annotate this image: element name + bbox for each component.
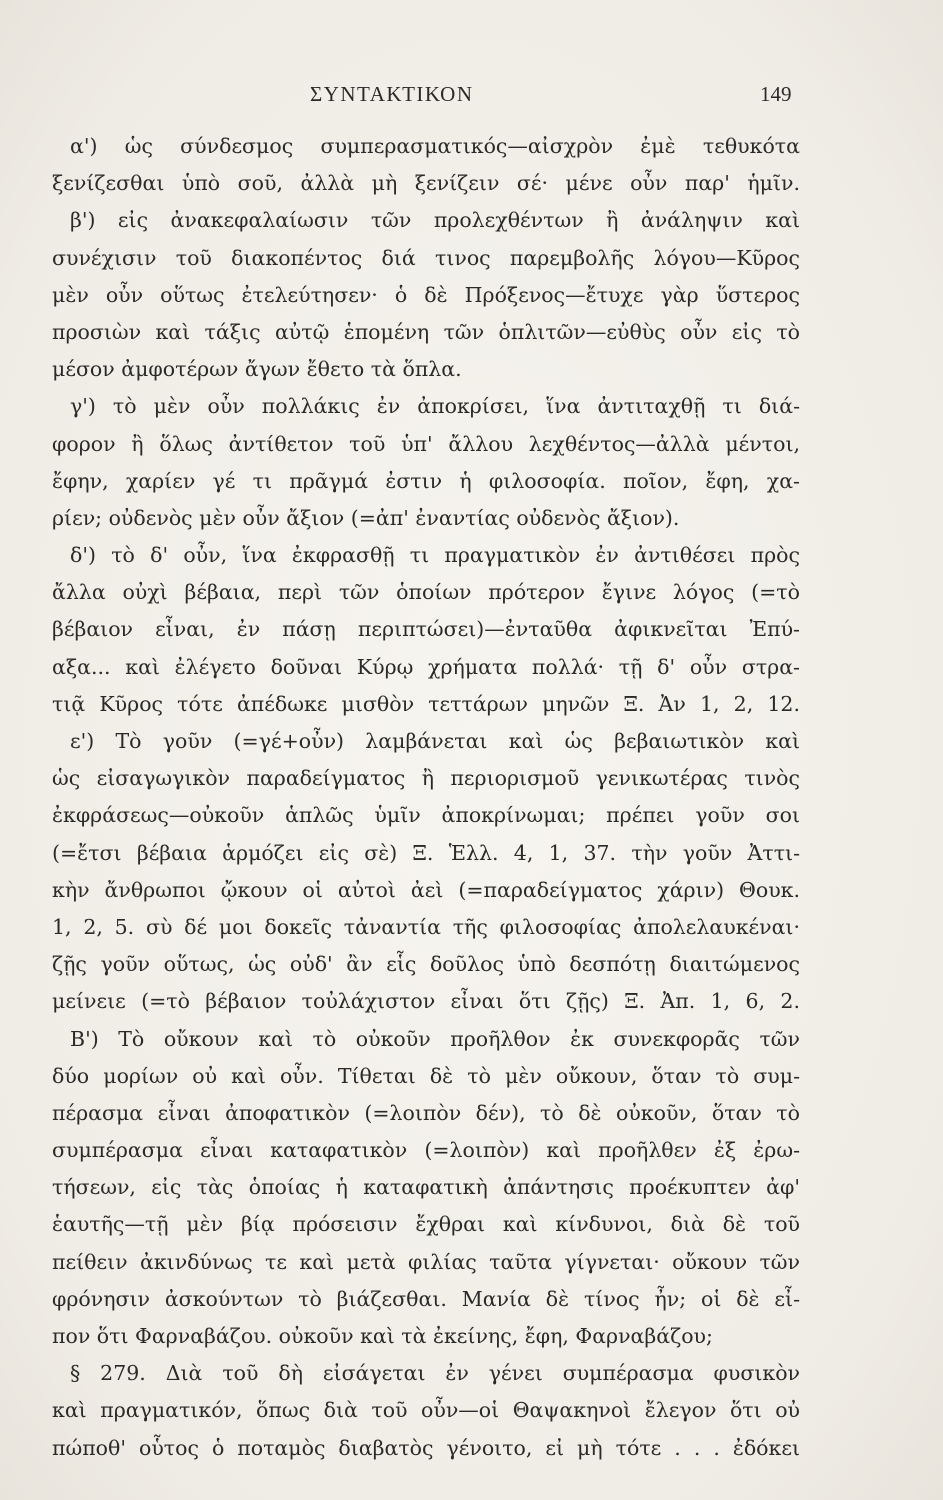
text-line: κὴν ἄνθρωποι ᾤκουν οἱ αὐτοὶ ἀεὶ (=παραδείγματος χάριν) Θουκ.	[52, 877, 800, 902]
text-line: ζῇς γοῦν οὕτως, ὡς οὐδ' ἂν εἷς δοῦλος ὑπὸ δεσπότῃ διαιτώμενος	[52, 952, 800, 977]
text-line: συνέχισιν τοῦ διακοπέντος διά τινος παρεμβολῆς λόγου—Κῦρος	[52, 245, 800, 270]
text-line: πώποθ' οὗτος ὁ ποταμὸς διαβατὸς γένοιτο, εἰ μὴ τότε . . . ἐδόκει	[52, 1435, 800, 1460]
text-line: ἐκφράσεως—οὐκοῦν ἁπλῶς ὑμῖν ἀποκρίνωμαι; πρέπει γοῦν σοι	[52, 803, 800, 828]
text-line: προσιὼν καὶ τάξις αὐτῷ ἑπομένη τῶν ὁπλιτῶν—εὐθὺς οὖν εἰς τὸ	[52, 319, 800, 344]
text-line: ὡς εἰσαγωγικὸν παραδείγματος ἢ περιορισμοῦ γενικωτέρας τινὸς	[52, 766, 800, 791]
text-line: α') ὡς σύνδεσμος συμπερασματικός—αἰσχρὸν ἐμὲ τεθυκότα	[70, 134, 800, 158]
text-line: αξα... καὶ ἐλέγετο δοῦναι Κύρῳ χρήματα πολλά· τῇ δ' οὖν στρα-	[52, 654, 800, 679]
text-line: τιᾷ Κῦρος τότε ἀπέδωκε μισθὸν τεττάρων μηνῶν Ξ. Ἀν 1, 2, 12.	[52, 691, 800, 716]
text-line: ε') Τὸ γοῦν (=γέ+οὖν) λαμβάνεται καὶ ὡς βεβαιωτικὸν καὶ	[70, 729, 800, 753]
body-text	[52, 128, 800, 1467]
text-line: πον ὅτι Φαρναβάζου. οὐκοῦν καὶ τὰ ἐκείνης, ἔφη, Φαρναβάζου;	[52, 1324, 713, 1348]
text-line: β') εἰς ἀνακεφαλαίωσιν τῶν προλεχθέντων ἢ ἀνάληψιν καὶ	[70, 208, 800, 233]
text-line: § 279. Διὰ τοῦ δὴ εἰσάγεται ἐν γένει συμπέρασμα φυσικὸν	[70, 1361, 800, 1386]
text-line: ξενίζεσθαι ὑπὸ σοῦ, ἀλλὰ μὴ ξενίζειν σέ· μένε οὖν παρ' ἡμῖν.	[52, 171, 800, 196]
text-line: συμπέρασμα εἶναι καταφατικὸν (=λοιπὸν) καὶ προῆλθεν ἐξ ἐρω-	[52, 1138, 800, 1163]
text-line: ρίεν; οὐδενὸς μὲν οὖν ἄξιον (=ἀπ' ἐναντίας οὐδενὸς ἄξιον).	[52, 505, 680, 530]
text-line: πείθειν ἀκινδύνως τε καὶ μετὰ φιλίας ταῦτα γίγνεται· οὔκουν τῶν	[52, 1249, 800, 1274]
text-line: μὲν οὖν οὕτως ἐτελεύτησεν· ὁ δὲ Πρόξενος—ἔτυχε γὰρ ὕστερος	[52, 282, 800, 307]
page-number: 149	[760, 82, 792, 106]
text-line: φρόνησιν ἀσκούντων τὸ βιάζεσθαι. Μανία δὲ τίνος ἦν; οἱ δὲ εἶ-	[52, 1286, 800, 1311]
text-line: (=ἔτσι βέβαια ἁρμόζει εἰς σὲ) Ξ. Ἑλλ. 4, 1, 37. τὴν γοῦν Ἀττι-	[52, 840, 800, 865]
text-line: μείνειε (=τὸ βέβαιον τοὐλάχιστον εἶναι ὅτι ζῇς) Ξ. Ἀπ. 1, 6, 2.	[52, 989, 800, 1014]
text-line: τήσεων, εἰς τὰς ὁποίας ἡ καταφατικὴ ἀπάντησις προέκυπτεν ἀφ'	[52, 1175, 800, 1200]
text-line: βέβαιον εἶναι, ἐν πάσῃ περιπτώσει)—ἐνταῦθα ἀφικνεῖται Ἐπύ-	[52, 617, 800, 642]
text-line: δ') τὸ δ' οὖν, ἵνα ἐκφρασθῇ τι πραγματικὸν ἐν ἀντιθέσει πρὸς	[70, 543, 800, 568]
text-line: γ') τὸ μὲν οὖν πολλάκις ἐν ἀποκρίσει, ἵνα ἀντιταχθῇ τι διά-	[70, 394, 800, 419]
text-line: δύο μορίων οὐ καὶ οὖν. Τίθεται δὲ τὸ μὲν οὔκουν, ὅταν τὸ συμ-	[52, 1063, 800, 1088]
text-line: 1, 2, 5. σὺ δέ μοι δοκεῖς τἀναντία τῆς φιλοσοφίας ἀπολελαυκέναι·	[52, 914, 800, 939]
text-line: ἑαυτῆς—τῇ μὲν βίᾳ πρόσεισιν ἔχθραι καὶ κίνδυνοι, διὰ δὲ τοῦ	[52, 1212, 800, 1237]
text-line: καὶ πραγματικόν, ὅπως διὰ τοῦ οὖν—οἱ Θαψακηνοὶ ἔλεγον ὅτι οὐ	[52, 1398, 800, 1423]
page-header	[0, 82, 943, 112]
text-line: ἔφην, χαρίεν γέ τι πρᾶγμά ἐστιν ἡ φιλοσοφία. ποῖον, ἔφη, χα-	[52, 468, 800, 493]
running-title: ΣΥΝΤΑΚΤΙΚΟΝ	[310, 82, 474, 106]
text-line: φορον ἢ ὅλως ἀντίθετον τοῦ ὑπ' ἄλλου λεχθέντος—ἀλλὰ μέντοι,	[52, 431, 800, 456]
text-line: πέρασμα εἶναι ἀποφατικὸν (=λοιπὸν δέν), τὸ δὲ οὐκοῦν, ὅταν τὸ	[52, 1100, 800, 1125]
text-line: μέσον ἀμφοτέρων ἄγων ἔθετο τὰ ὅπλα.	[52, 357, 462, 382]
text-line: ἄλλα οὐχὶ βέβαια, περὶ τῶν ὁποίων πρότερον ἔγινε λόγος (=τὸ	[52, 580, 800, 605]
text-line: Β') Τὸ οὔκουν καὶ τὸ οὐκοῦν προῆλθον ἐκ συνεκφορᾶς τῶν	[70, 1026, 800, 1051]
